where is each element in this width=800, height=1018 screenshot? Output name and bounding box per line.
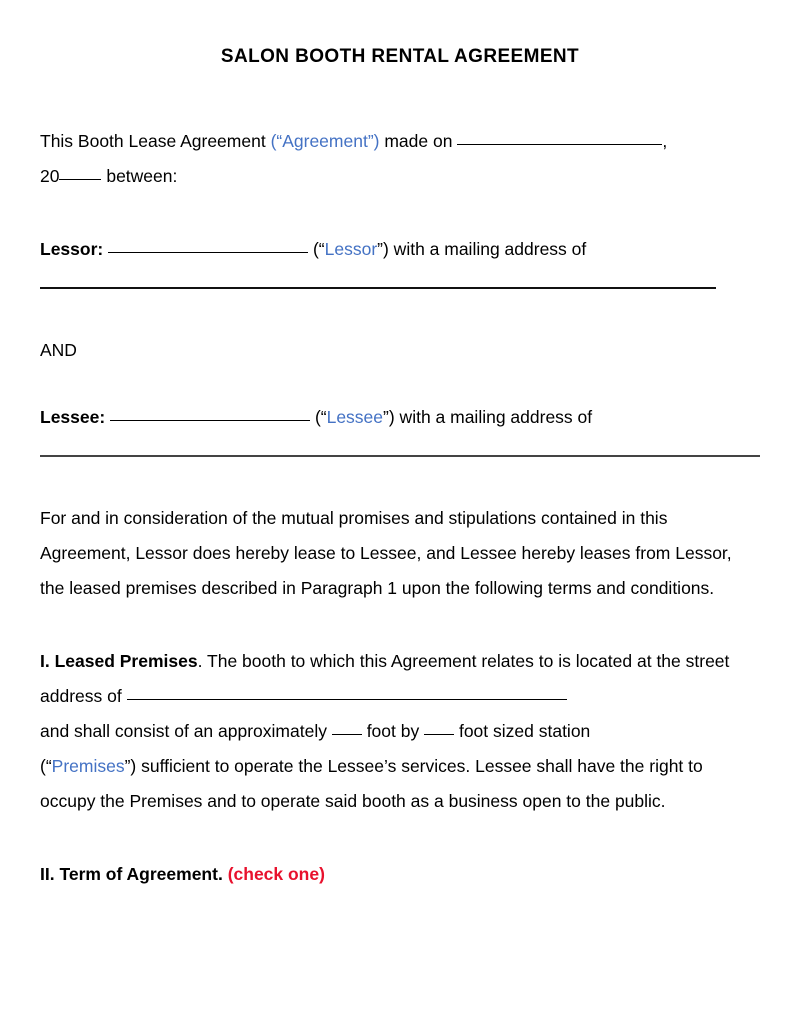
lessor-paren-open: (“	[312, 239, 325, 259]
lessor-address-text: with a mailing address of	[388, 239, 587, 259]
page-title: SALON BOOTH RENTAL AGREEMENT	[220, 46, 580, 67]
lessor-name-blank[interactable]	[108, 237, 308, 253]
intro-paragraph	[40, 124, 760, 159]
agreement-date-blank[interactable]	[457, 129, 662, 145]
section-one-heading: I. Leased Premises	[40, 651, 198, 671]
conjunction-line: AND	[40, 340, 77, 360]
premises-paren-open: (“	[40, 756, 52, 776]
spacer-after-and	[40, 368, 760, 400]
year-prefix-label: 20	[40, 166, 60, 186]
section-one-dimensions-line	[40, 714, 760, 749]
document-body	[40, 68, 760, 892]
spacer-before-lessee-rule	[40, 435, 760, 455]
dimensions-by-text: foot by	[361, 721, 425, 741]
street-address-blank[interactable]	[127, 684, 567, 700]
premises-sentence-text: sufficient to operate the Lessee’s services. Lessee shall have the right to occupy the Premises and to operate said booth as a business open to the public.	[40, 756, 703, 811]
intro-made-on-text: made on	[379, 131, 458, 151]
section-two-check-one-instruction: (check one)	[227, 864, 325, 884]
section-two-heading: II. Term of Agreement.	[40, 864, 223, 884]
intro-trailing-comma: ,	[662, 131, 668, 151]
agreement-defined-term: (“Agreement”)	[270, 131, 380, 151]
lessee-paren-open: (“	[314, 407, 327, 427]
intro-lead-text: This Booth Lease Agreement	[40, 131, 271, 151]
lessor-defined-term: Lessor	[324, 239, 378, 259]
booth-depth-blank[interactable]	[424, 719, 454, 735]
lessee-address-text: with a mailing address of	[394, 407, 593, 427]
section-one-premises-paragraph	[40, 749, 760, 819]
lessor-line	[40, 232, 760, 267]
spacer-before-and	[40, 289, 760, 333]
premises-paren-close: ”)	[124, 756, 137, 776]
section-two-heading-line	[40, 857, 760, 892]
lessee-label: Lessee:	[40, 407, 106, 427]
section-one-sentence-one: . The booth to which this Agreement relates to is located at the street address of	[40, 651, 730, 706]
agreement-year-blank[interactable]	[59, 164, 101, 180]
booth-width-blank[interactable]	[332, 719, 362, 735]
lessee-line	[40, 400, 760, 435]
consideration-paragraph: For and in consideration of the mutual promises and stipulations contained in this Agreement, Lessor does hereby lease to Lessee, and Lessee hereby leases from Lessor, the leased premises described in Paragraph 1 upon the following terms and conditions.	[40, 508, 732, 598]
spacer-before-lessor-rule	[40, 267, 760, 287]
lessee-defined-term: Lessee	[326, 407, 384, 427]
section-one-paragraph	[40, 644, 760, 714]
dimensions-lead-text: and shall consist of an approximately	[40, 721, 332, 741]
spacer-before-section-two	[40, 819, 760, 857]
spacer-before-section-one	[40, 606, 760, 644]
premises-defined-term: Premises	[51, 756, 125, 776]
spacer-after-intro	[40, 194, 760, 232]
spacer-before-consideration	[40, 457, 760, 501]
lessor-label: Lessor:	[40, 239, 104, 259]
intro-between-text: between:	[101, 166, 178, 186]
lessee-name-blank[interactable]	[110, 405, 310, 421]
intro-year-line	[40, 159, 760, 194]
lessee-paren-close: ”)	[383, 407, 395, 427]
dimensions-trailing-text: foot sized station	[454, 721, 591, 741]
lessor-paren-close: ”)	[377, 239, 389, 259]
